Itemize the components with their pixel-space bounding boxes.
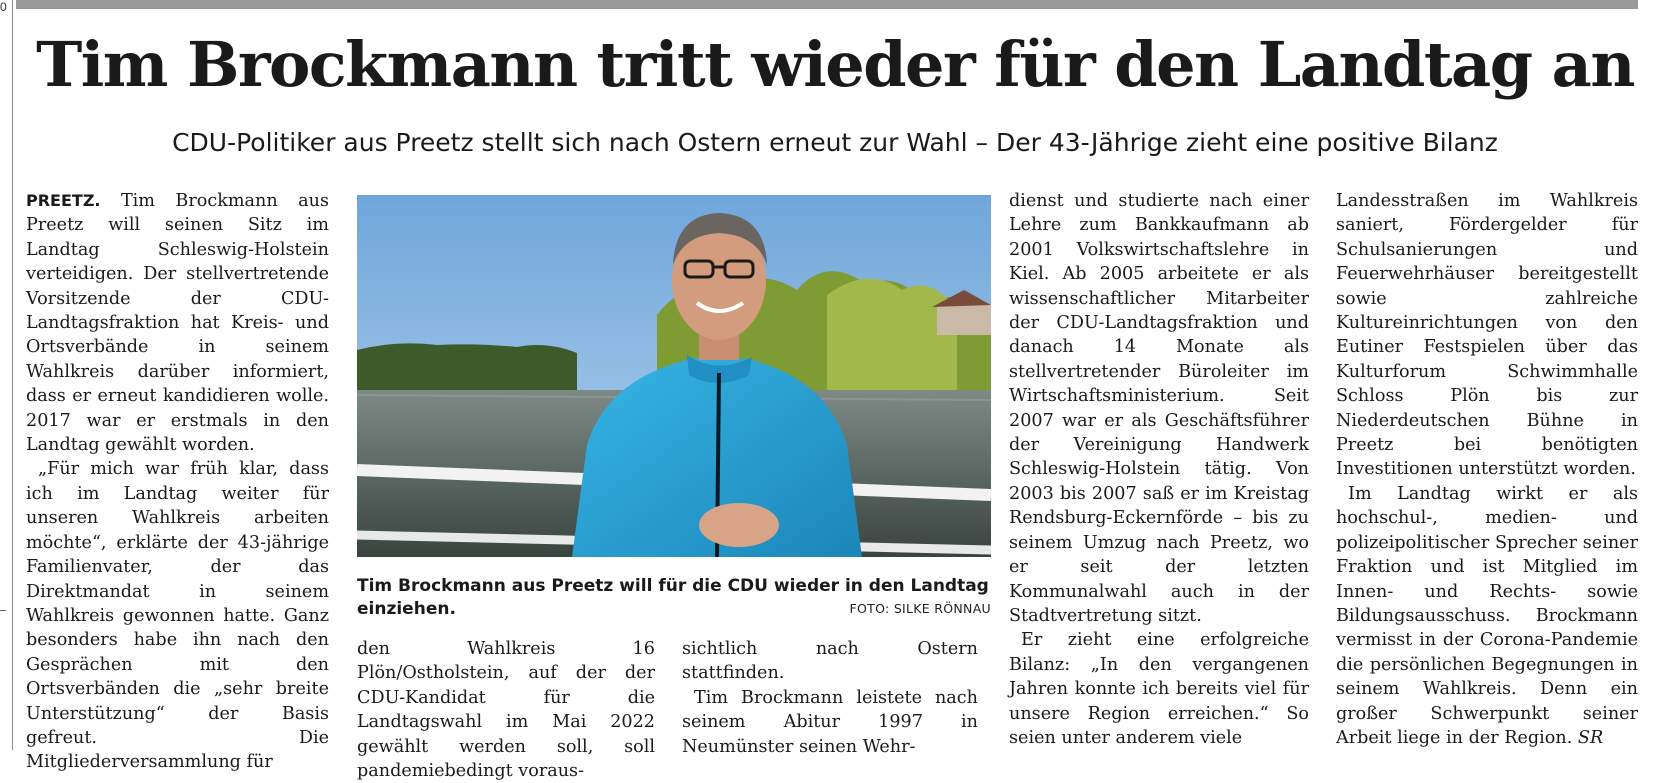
author-signature: SR xyxy=(1577,727,1604,748)
page-edge-mark: 0 xyxy=(0,0,7,14)
column-3 xyxy=(682,637,978,759)
edge-tick-mark xyxy=(0,610,6,611)
photo-caption: Tim Brockmann aus Preetz will für die CDU wieder in den Landtag einziehen. xyxy=(357,576,989,619)
paragraph-col3-b: Tim Brockmann leistete nach seinem Abitur 1997 in Neumünster seinen Wehr- xyxy=(682,687,978,757)
left-margin-rule xyxy=(12,0,13,750)
paragraph-quote: „Für mich war früh klar, dass ich im Landtag weiter für unseren Wahlkreis arbeiten möchte“, erklärte der 43-jährige Familienvater, der das Direktmandat in seinem Wahlkreis gewonnen hatte. Ganz besonders habe ihn nach den Gesprächen mit den Ortsverbänden die „sehr breite Unterstützung“ der Basis gefreut. Die Mitgliederversammlung für xyxy=(26,459,329,773)
paragraph-col3-a: sichtlich nach Ostern stattfinden. xyxy=(682,639,978,684)
paragraph-biography: dienst und studierte nach einer Lehre zum Bankkaufmann ab 2001 Volkswirtschaftslehre in Kiel. Ab 2005 arbeitete er als wissenschaftlicher Mitarbeiter der CDU-Landtagsfraktion und danach 14 Monate als stellvertretender Büroleiter im Wirtschaftsministerium. Seit 2007 war er als Geschäftsführer der Vereinigung Handwerk Schleswig-Holstein tätig. Von 2003 bis 2007 saß er im Kreistag Rendsburg-Eckernförde – bis zu seinem Umzug nach Preetz, wo er seit der letzten Kommunalwahl auch in der Stadtvertretung sitzt. xyxy=(1009,191,1309,626)
paragraph-bilanz: Er zieht eine erfolgreiche Bilanz: „In den vergangenen Jahren konnte ich bereits viel für unsere Region erreichen.“ So seien unter anderem viele xyxy=(1009,630,1309,748)
column-4 xyxy=(1009,189,1309,750)
article-photo xyxy=(357,195,991,557)
top-rule xyxy=(16,0,1638,9)
column-1 xyxy=(26,189,329,775)
headline: Tim Brockmann tritt wieder für den Landtag an xyxy=(36,28,1634,101)
paragraph-intro xyxy=(26,189,329,457)
column-2 xyxy=(357,637,655,783)
intro-text: Tim Brockmann aus Preetz will seinen Sitz im Landtag Schleswig-Holstein verteidigen. Der stellvertretende Vorsitzende der CDU-Landtagsfraktion hat Kreis- und Ortsverbände in seinem Wahlkreis darüber informiert, dass er erneut kandidieren wolle. 2017 war er erstmals in den Landtag gewählt worden. xyxy=(26,191,329,456)
column-5 xyxy=(1336,189,1638,750)
subheadline: CDU-Politiker aus Preetz stellt sich nach Ostern erneut zur Wahl – Der 43-Jährige zieht eine positive Bilanz xyxy=(172,128,1498,157)
paragraph-achievements: Landesstraßen im Wahlkreis saniert, Fördergelder für Schulsanierungen und Feuerwehrhäuser bereitgestellt sowie zahlreiche Kultureinrichtungen von den Eutiner Festspielen über das Kulturforum Schwimmhalle Schloss Plön bis zur Niederdeutschen Bühne in Preetz bei benötigten Investitionen unterstützt worden. xyxy=(1336,191,1638,480)
photo-credit: FOTO: SILKE RÖNNAU xyxy=(849,601,991,616)
landtag-role-text: Im Landtag wirkt er als hochschul-, medien- und polizeipolitischer Sprecher seiner Fraktion und ist Mitglied im Innen- und Rechts- sowie Bildungsausschuss. Brockmann vermisst in der Corona-Pandemie die persönlichen Begegnungen in seinem Wahlkreis. Denn ein großer Schwerpunkt seiner Arbeit liege in der Region. xyxy=(1336,483,1638,748)
paragraph-col2: den Wahlkreis 16 Plön/Ostholstein, auf der der CDU-Kandidat für die Landtagswahl im Mai 2022 gewählt werden soll, soll pandemiebedingt voraus- xyxy=(357,639,655,782)
dateline: PREETZ. xyxy=(26,191,101,210)
paragraph-landtag-role xyxy=(1336,482,1638,750)
